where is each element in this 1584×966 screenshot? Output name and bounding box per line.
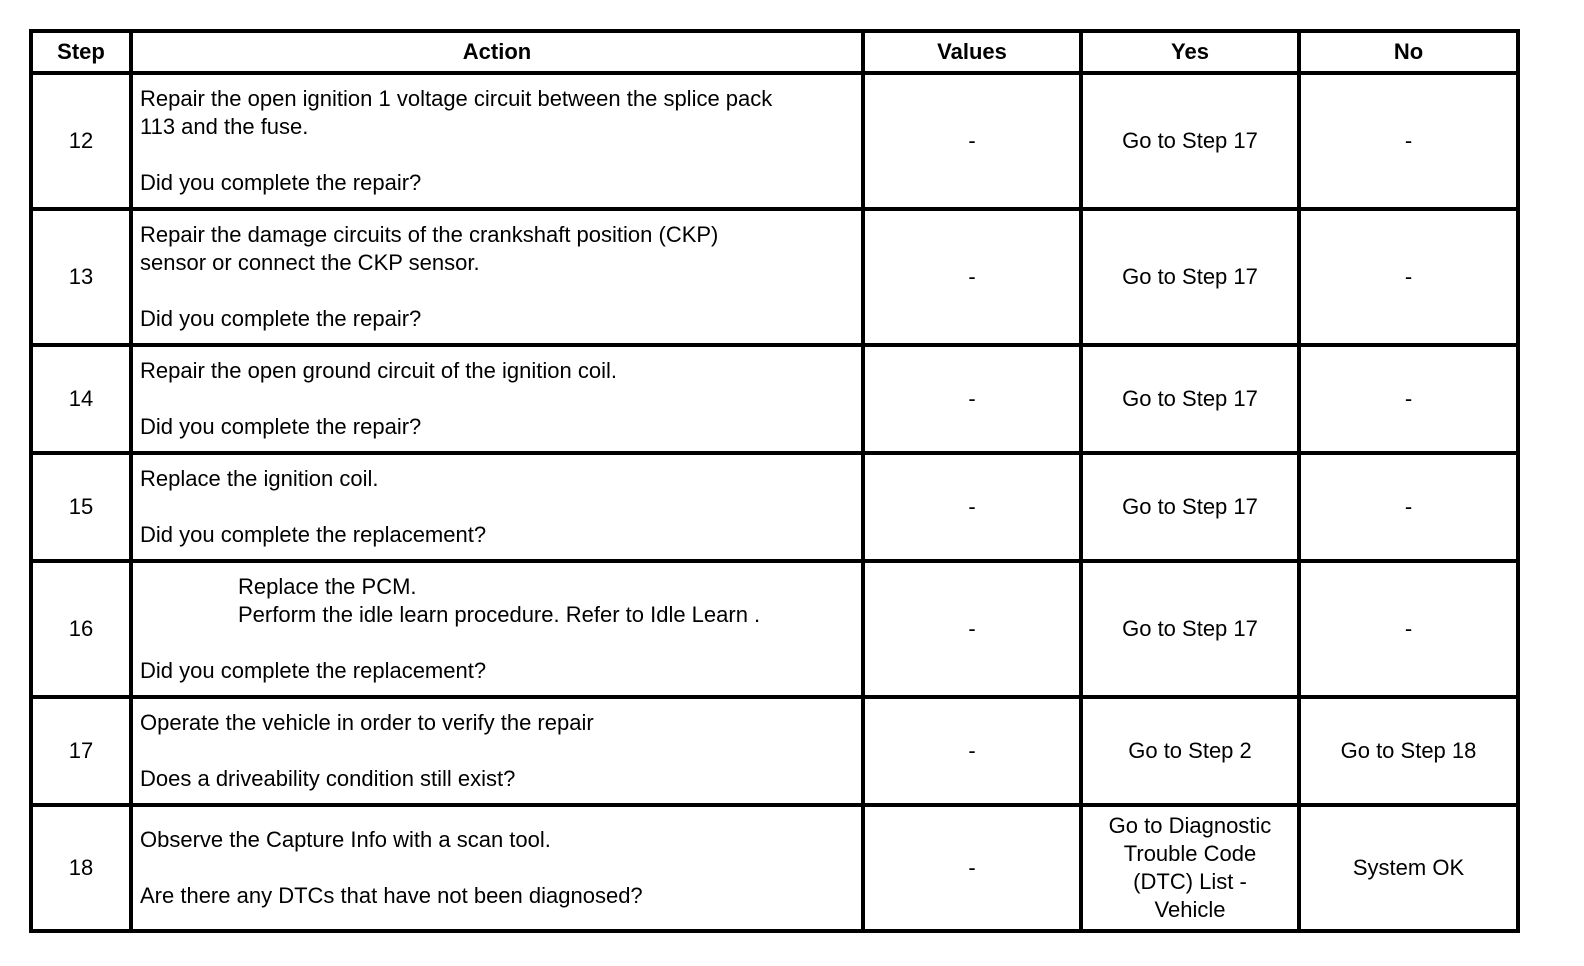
- action-cell: [131, 73, 863, 209]
- yes-cell: Go to Step 2: [1081, 697, 1299, 805]
- yes-text: Vehicle: [1154, 897, 1226, 922]
- values-cell: -: [863, 805, 1081, 931]
- step-number: 17: [31, 697, 131, 805]
- header-row: [31, 31, 1518, 73]
- action-question: Did you complete the repair?: [140, 306, 422, 331]
- header-no: No: [1299, 31, 1518, 73]
- yes-text: (DTC) List -: [1133, 869, 1247, 894]
- action-question: Did you complete the replacement?: [140, 658, 487, 683]
- yes-text: Trouble Code: [1123, 841, 1257, 866]
- values-cell: -: [863, 73, 1081, 209]
- step-number: 15: [31, 453, 131, 561]
- action-cell: [131, 697, 863, 805]
- no-cell: -: [1299, 209, 1518, 345]
- action-cell: [131, 209, 863, 345]
- step-number: 14: [31, 345, 131, 453]
- header-yes: Yes: [1081, 31, 1299, 73]
- no-cell: Go to Step 18: [1299, 697, 1518, 805]
- action-cell: [131, 453, 863, 561]
- action-text: Replace the PCM.: [238, 574, 417, 599]
- yes-cell: [1081, 805, 1299, 931]
- table-row: [31, 345, 1518, 453]
- table-row: [31, 697, 1518, 805]
- header-action: Action: [131, 31, 863, 73]
- no-cell: -: [1299, 561, 1518, 697]
- action-cell: [131, 345, 863, 453]
- values-cell: -: [863, 697, 1081, 805]
- table-row: [31, 453, 1518, 561]
- step-number: 13: [31, 209, 131, 345]
- action-cell: [131, 561, 863, 697]
- header-step: Step: [31, 31, 131, 73]
- yes-cell: Go to Step 17: [1081, 345, 1299, 453]
- action-cell: [131, 805, 863, 931]
- action-question: Are there any DTCs that have not been diagnosed?: [140, 883, 643, 908]
- header-values: Values: [863, 31, 1081, 73]
- table-row: [31, 805, 1518, 931]
- table-row: [31, 209, 1518, 345]
- step-number: 18: [31, 805, 131, 931]
- action-text: Repair the open ignition 1 voltage circuit between the splice pack: [140, 86, 773, 111]
- action-text: 113 and the fuse.: [140, 114, 309, 139]
- values-cell: -: [863, 453, 1081, 561]
- action-text: Perform the idle learn procedure. Refer to Idle Learn .: [238, 602, 761, 627]
- action-text: Repair the open ground circuit of the ignition coil.: [140, 358, 617, 383]
- no-cell: -: [1299, 453, 1518, 561]
- no-cell: -: [1299, 73, 1518, 209]
- yes-cell: Go to Step 17: [1081, 209, 1299, 345]
- action-question: Does a driveability condition still exist?: [140, 766, 516, 791]
- action-text: Operate the vehicle in order to verify the repair: [140, 710, 594, 735]
- action-question: Did you complete the replacement?: [140, 522, 487, 547]
- yes-cell: Go to Step 17: [1081, 561, 1299, 697]
- yes-text: Go to Diagnostic: [1108, 813, 1272, 838]
- diagnostic-table: [29, 29, 1520, 933]
- table-row: [31, 73, 1518, 209]
- no-cell: System OK: [1299, 805, 1518, 931]
- action-question: Did you complete the repair?: [140, 170, 422, 195]
- action-text: Repair the damage circuits of the crankshaft position (CKP): [140, 222, 719, 247]
- values-cell: -: [863, 561, 1081, 697]
- step-number: 16: [31, 561, 131, 697]
- no-cell: -: [1299, 345, 1518, 453]
- yes-cell: Go to Step 17: [1081, 453, 1299, 561]
- action-text: Observe the Capture Info with a scan tool.: [140, 827, 551, 852]
- values-cell: -: [863, 345, 1081, 453]
- step-number: 12: [31, 73, 131, 209]
- action-text: Replace the ignition coil.: [140, 466, 379, 491]
- values-cell: -: [863, 209, 1081, 345]
- yes-cell: Go to Step 17: [1081, 73, 1299, 209]
- action-text: sensor or connect the CKP sensor.: [140, 250, 480, 275]
- action-question: Did you complete the repair?: [140, 414, 422, 439]
- table-row: [31, 561, 1518, 697]
